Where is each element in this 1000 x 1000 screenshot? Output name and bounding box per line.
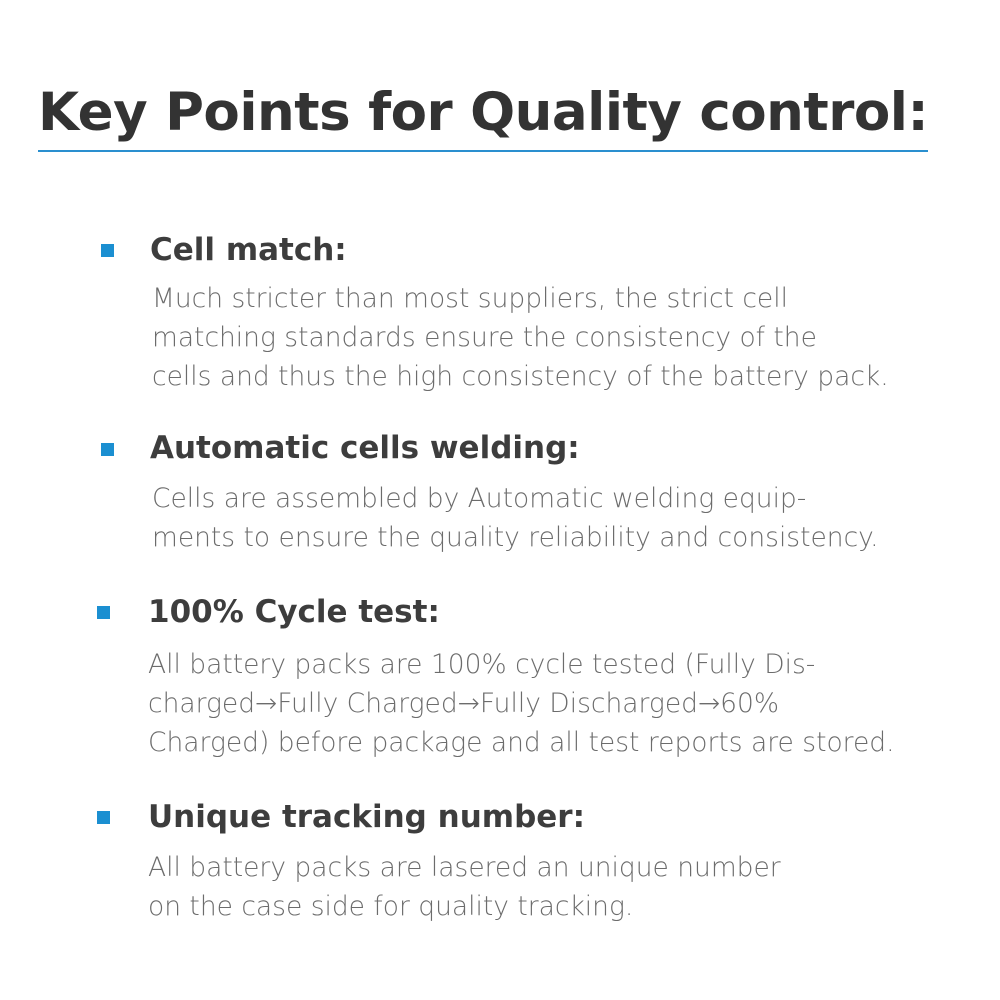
bullet-icon [97,811,110,824]
body-line: Cells are assembled by Automatic welding equip- [152,483,807,514]
body-line: All battery packs are 100% cycle tested (Fully Dis- [148,649,816,680]
body-line: cells and thus the high consistency of the battery pack. [152,361,889,392]
point-heading-tracking-number: Unique tracking number: [148,799,585,835]
bullet-icon [97,606,110,619]
point-heading-automatic-welding: Automatic cells welding: [150,430,580,466]
page-title: Key Points for Quality control: [38,82,929,143]
bullet-icon [101,244,114,257]
body-line: All battery packs are lasered an unique number [148,852,781,883]
point-heading-cycle-test: 100% Cycle test: [148,594,440,630]
body-line: matching standards ensure the consistency of the [152,322,817,353]
point-body-automatic-welding [152,479,879,557]
point-body-cycle-test [148,645,895,762]
body-line: on the case side for quality tracking. [148,891,634,922]
point-body-tracking-number [148,848,781,926]
title-underline [38,150,928,152]
body-line: ments to ensure the quality reliability and consistency. [152,522,879,553]
body-line: Much stricter than most suppliers, the strict cell [152,283,788,314]
body-line: Charged) before package and all test reports are stored. [148,727,895,758]
body-line: charged→Fully Charged→Fully Discharged→60% [148,688,780,719]
bullet-icon [101,443,114,456]
point-heading-cell-match: Cell match: [150,232,347,268]
point-body-cell-match [152,279,889,396]
